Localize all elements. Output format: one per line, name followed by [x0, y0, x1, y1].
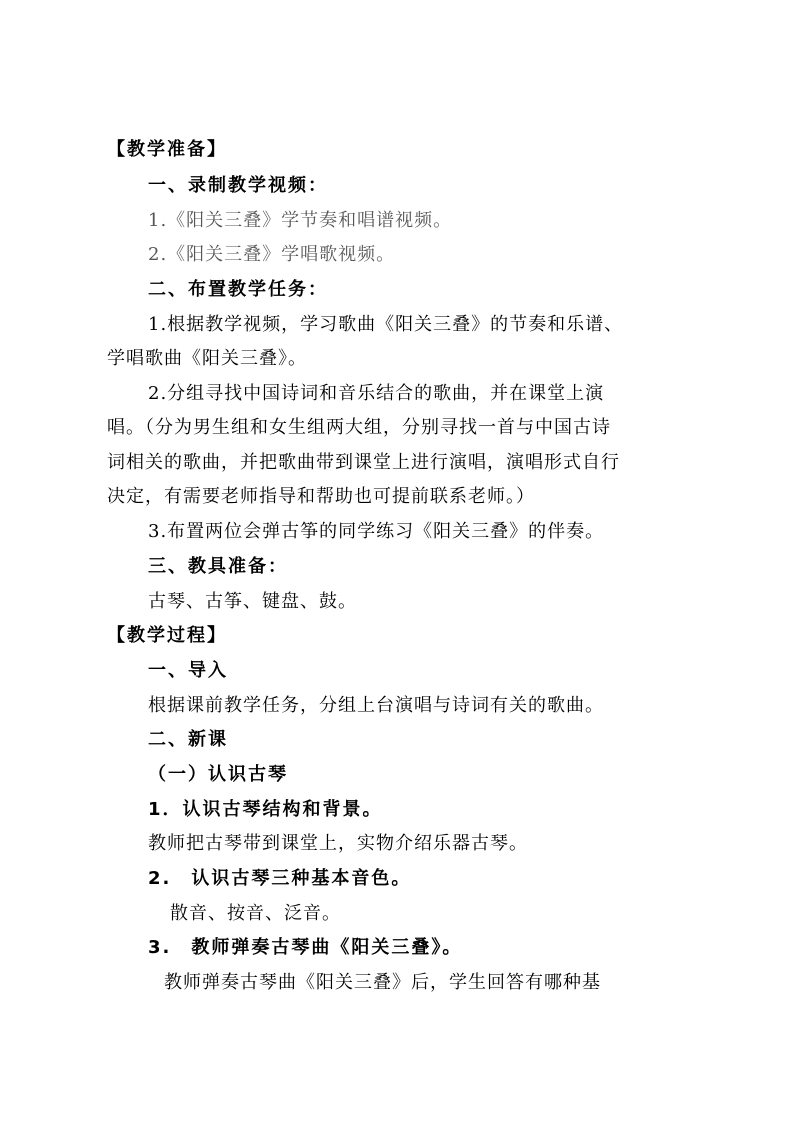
paragraph-line: 教师把古琴带到课堂上，实物介绍乐器古琴。	[148, 833, 528, 854]
subsection-title-record-video: 一、录制教学视频：	[148, 175, 328, 196]
paragraph-line: 1.根据教学视频，学习歌曲《阳关三叠》的节奏和乐谱、	[148, 314, 624, 335]
paragraph-line: 唱。（分为男生组和女生组两大组，分别寻找一首与中国古诗	[107, 417, 611, 438]
paragraph-line: 词相关的歌曲，并把歌曲带到课堂上进行演唱，演唱形式自行	[107, 452, 620, 473]
paragraph-line: 学唱歌曲《阳关三叠》。	[107, 348, 307, 369]
list-item: 2.《阳关三叠》学唱歌视频。	[148, 244, 396, 265]
subsection-title-teaching-aids: 三、教具准备：	[148, 556, 288, 577]
paragraph-line: 3.布置两位会弹古筝的同学练习《阳关三叠》的伴奏。	[148, 521, 605, 542]
item-title: 2. 认识古琴三种基本音色。	[148, 868, 412, 889]
paragraph-line: 根据课前教学任务，分组上台演唱与诗词有关的歌曲。	[148, 695, 604, 716]
paragraph-line: 2.分组寻找中国诗词和音乐结合的歌曲，并在课堂上演	[148, 383, 605, 404]
section-heading-process: 【教学过程】	[107, 625, 227, 646]
subsection-title-new-lesson: 二、新课	[148, 729, 228, 750]
item-title: 3. 教师弹奏古琴曲《阳关三叠》。	[148, 937, 463, 958]
paragraph-line: 古琴、古筝、键盘、鼓。	[148, 591, 357, 612]
paragraph-line: 决定，有需要老师指导和帮助也可提前联系老师。）	[107, 486, 535, 507]
section-heading-prep: 【教学准备】	[107, 139, 227, 160]
subsection-title-intro: 一、导入	[148, 660, 228, 681]
paragraph-line: 散音、按音、泛音。	[170, 903, 341, 924]
subsection-title-guqin: （一）认识古琴	[148, 764, 288, 785]
paragraph-line: 教师弹奏古琴曲《阳关三叠》后，学生回答有哪种基	[164, 972, 601, 993]
item-title: 1．认识古琴结构和背景。	[148, 799, 383, 820]
list-item: 1.《阳关三叠》学节奏和唱谱视频。	[148, 210, 453, 231]
subsection-title-assign-tasks: 二、布置教学任务：	[148, 279, 328, 300]
